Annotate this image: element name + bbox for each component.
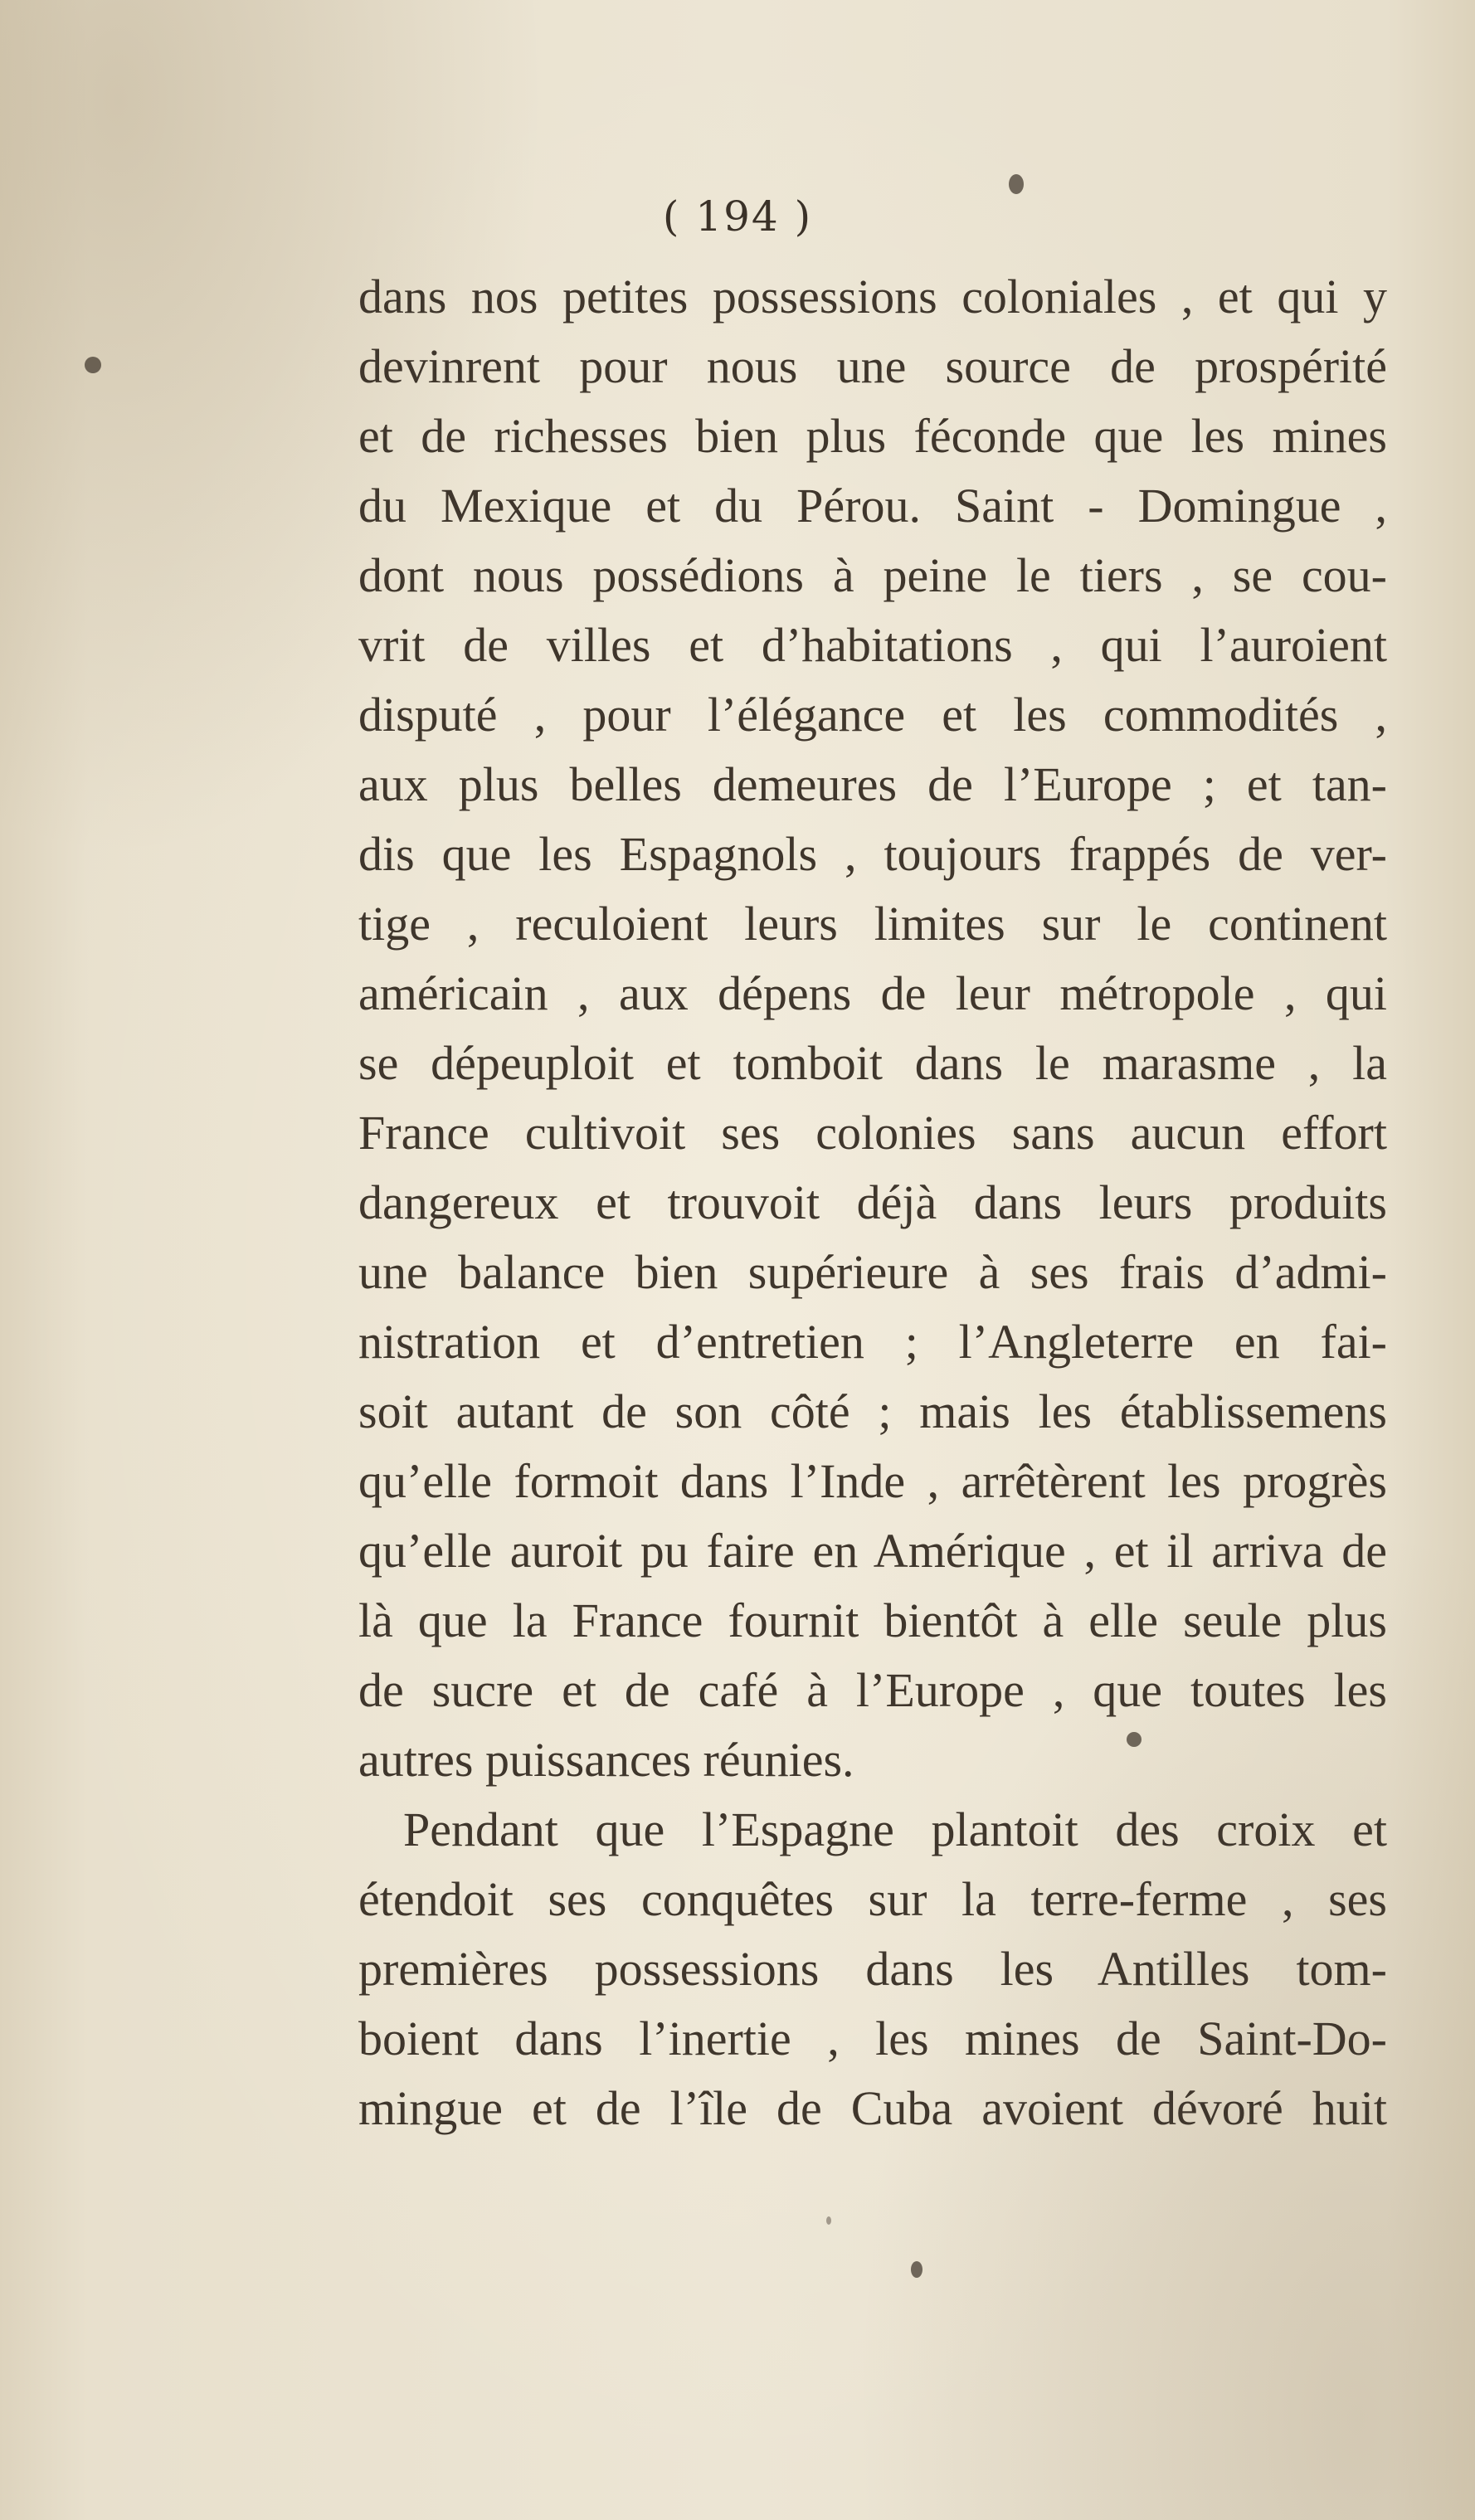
text-line: américain , aux dépens de leur métropole , qui (358, 966, 1387, 1020)
text-line: et de richesses bien plus féconde que les mines (358, 409, 1387, 463)
text-line: de sucre et de café à l’Europe , que toutes les (358, 1663, 1387, 1717)
text-line: dangereux et trouvoit déjà dans leurs produits (358, 1175, 1387, 1229)
text-line: là que la France fournit bientôt à elle seule plus (358, 1593, 1387, 1647)
body-text (358, 262, 1387, 2143)
text-line: soit autant de son côté ; mais les établissemens (358, 1384, 1387, 1438)
text-line: aux plus belles demeures de l’Europe ; et tan- (358, 757, 1387, 811)
text-line: du Mexique et du Pérou. Saint - Domingue , (358, 479, 1387, 533)
ink-speck (826, 2216, 831, 2225)
ink-speck (911, 2261, 922, 2278)
text-line: dans nos petites possessions coloniales , et qui y (358, 270, 1387, 324)
text-line: nistration et d’entretien ; l’Angleterre en fai- (358, 1315, 1387, 1369)
text-line: autres puissances réunies. (358, 1733, 854, 1787)
page-number: ( 194 ) (662, 192, 813, 241)
text-line: dont nous possédions à peine le tiers , se cou- (358, 548, 1387, 602)
text-line: France cultivoit ses colonies sans aucun effort (358, 1106, 1387, 1160)
text-line: dis que les Espagnols , toujours frappés de ver- (358, 827, 1387, 881)
text-line: tige , reculoient leurs limites sur le continent (358, 897, 1387, 951)
text-line: mingue et de l’île de Cuba avoient dévoré huit (358, 2081, 1387, 2135)
text-line: boient dans l’inertie , les mines de Saint-Do- (358, 2012, 1387, 2065)
text-line: Pendant que l’Espagne plantoit des croix et (403, 1802, 1387, 1856)
ink-speck (1009, 174, 1024, 194)
text-line: se dépeuploit et tomboit dans le marasme , la (358, 1036, 1387, 1090)
text-line: disputé , pour l’élégance et les commodités , (358, 688, 1387, 742)
text-line: qu’elle auroit pu faire en Amérique , et il arriva de (358, 1524, 1387, 1578)
ink-speck (1127, 1732, 1142, 1747)
text-line: étendoit ses conquêtes sur la terre-ferme , ses (358, 1872, 1387, 1926)
text-line: devinrent pour nous une source de prospérité (358, 339, 1387, 393)
text-line: une balance bien supérieure à ses frais d’admi- (358, 1245, 1387, 1299)
text-line: premières possessions dans les Antilles tom- (358, 1942, 1387, 1996)
text-line: vrit de villes et d’habitations , qui l’auroient (358, 618, 1387, 672)
text-line: qu’elle formoit dans l’Inde , arrêtèrent les progrès (358, 1454, 1387, 1508)
ink-speck (85, 357, 101, 373)
